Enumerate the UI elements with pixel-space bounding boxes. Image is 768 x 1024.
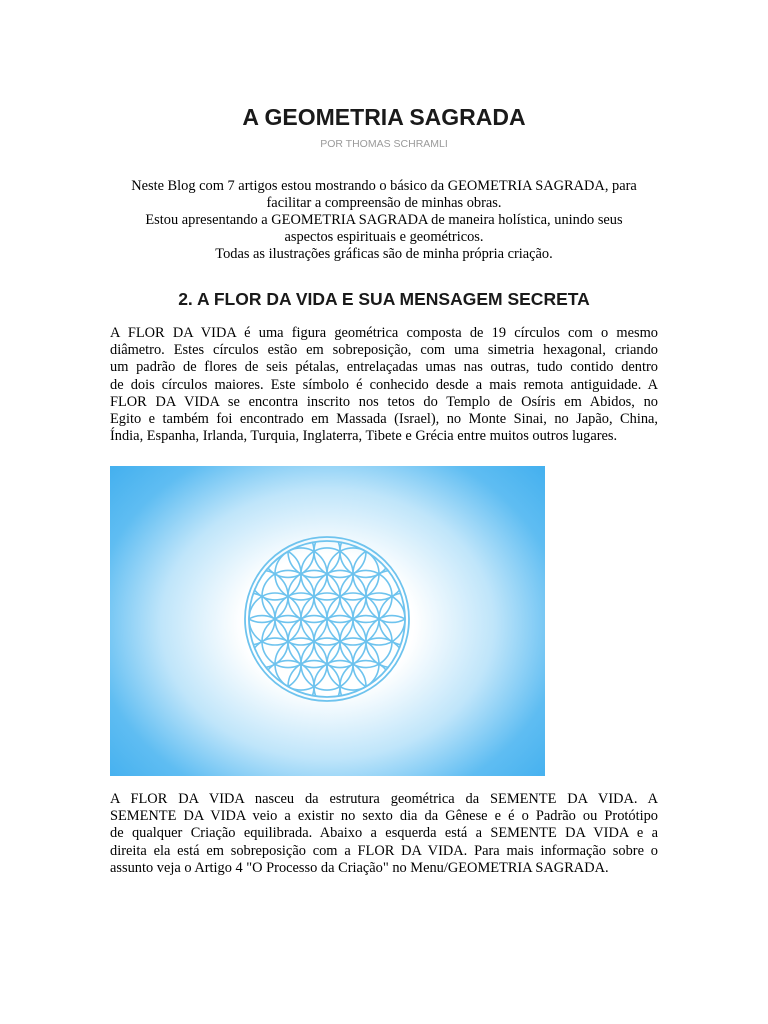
- intro-text: [100, 178, 668, 263]
- page-title: A GEOMETRIA SAGRADA: [242, 104, 526, 130]
- paragraph-line: de qualquer Criação equilibrada. Abaixo a esquerda está a SEMENTE DA VIDA e a: [110, 825, 658, 842]
- flower-of-life-icon: [110, 466, 545, 776]
- intro-line: Todas as ilustrações gráficas são de minha própria criação.: [215, 246, 553, 263]
- paragraph-line: A FLOR DA VIDA nasceu da estrutura geométrica da SEMENTE DA VIDA. A: [110, 791, 658, 807]
- intro-line: Neste Blog com 7 artigos estou mostrando o básico da GEOMETRIA SAGRADA, para: [131, 178, 637, 194]
- intro-line: facilitar a compreensão de minhas obras.: [266, 195, 502, 212]
- paragraph-line: SEMENTE DA VIDA veio a existir no sexto dia da Gênese e é o Padrão ou Protótipo: [110, 808, 658, 825]
- paragraph-line: de dois círculos maiores. Este símbolo é conhecido desde a mais remota antiguidade. A: [110, 376, 658, 393]
- paragraph-seed-of-life: [110, 791, 658, 877]
- paragraph-flower-of-life: [110, 325, 658, 445]
- section-heading: 2. A FLOR DA VIDA E SUA MENSAGEM SECRETA: [178, 289, 590, 309]
- paragraph-line: Índia, Espanha, Irlanda, Turquia, Inglaterra, Tibete e Grécia entre muitos outros lugares.: [110, 428, 618, 445]
- paragraph-line: assunto veja o Artigo 4 "O Processo da Criação" no Menu/GEOMETRIA SAGRADA.: [110, 859, 609, 876]
- author-byline: POR THOMAS SCHRAMLI: [320, 138, 448, 150]
- paragraph-line: A FLOR DA VIDA é uma figura geométrica composta de 19 círculos com o mesmo: [110, 325, 658, 341]
- paragraph-line: um padrão de flores de seis pétalas, entrelaçadas umas nas outras, tudo contido dentro: [110, 359, 658, 376]
- intro-line: aspectos espirituais e geométricos.: [284, 229, 484, 246]
- paragraph-line: direita ela está em sobreposição com a FLOR DA VIDA. Para mais informação sobre o: [110, 842, 658, 859]
- paragraph-line: diâmetro. Estes círculos estão em sobreposição, com uma simetria hexagonal, criando: [110, 342, 658, 359]
- flower-of-life-figure: [110, 466, 545, 776]
- paragraph-line: FLOR DA VIDA se encontra inscrito nos tetos do Templo de Osíris em Abidos, no: [110, 393, 658, 410]
- intro-line: Estou apresentando a GEOMETRIA SAGRADA de maneira holística, unindo seus: [145, 212, 623, 229]
- paragraph-line: Egito e também foi encontrado em Massada (Israel), no Monte Sinai, no Japão, China,: [110, 411, 658, 428]
